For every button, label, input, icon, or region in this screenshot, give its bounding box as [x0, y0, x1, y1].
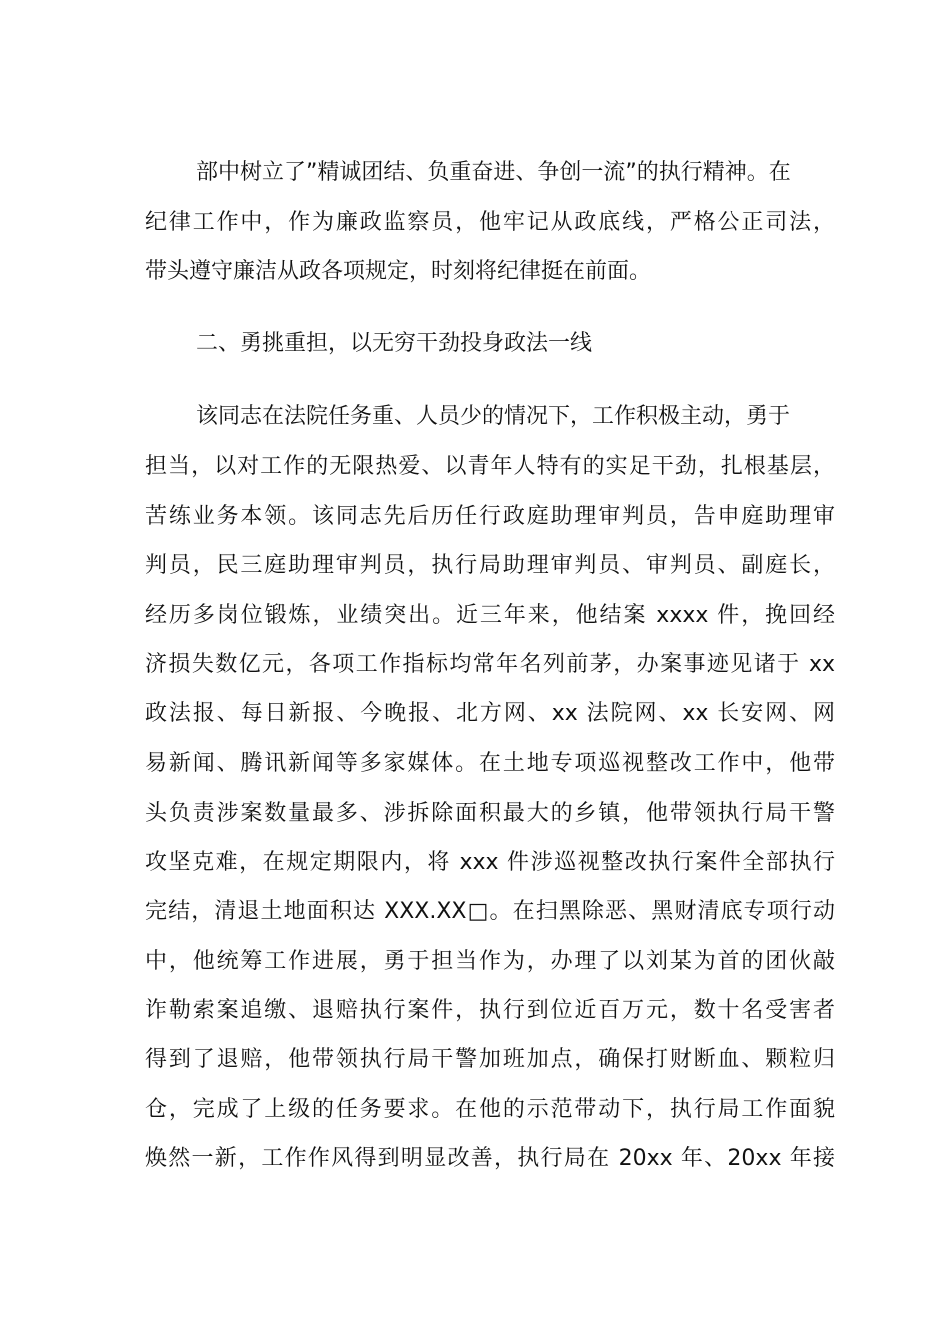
paragraph-1-line-2: 纪律工作中，作为廉政监察员，他牢记从政底线，严格公正司法， — [145, 210, 835, 235]
paragraph-2-line-10: 攻坚克难，在规定期限内，将 xxx 件涉巡视整改执行案件全部执行 — [145, 850, 835, 875]
paragraph-2-line-6: 济损失数亿元，各项工作指标均常年名列前茅，办案事迹见诸于 xx — [145, 652, 835, 677]
paragraph-2-line-2: 担当，以对工作的无限热爱、以青年人特有的实足干劲，扎根基层， — [145, 454, 835, 479]
section-heading: 二、勇挑重担，以无穷干劲投身政法一线 — [196, 331, 593, 356]
paragraph-2-line-11: 完结，清退土地面积达 XXX.XX□。在扫黑除恶、黑财清底专项行动 — [145, 899, 835, 924]
paragraph-2-line-15: 仓，完成了上级的任务要求。在他的示范带动下，执行局工作面貌 — [145, 1097, 835, 1122]
paragraph-2-line-16: 焕然一新，工作作风得到明显改善，执行局在 20xx 年、20xx 年接 — [145, 1146, 835, 1171]
paragraph-2-line-5: 经历多岗位锻炼，业绩突出。近三年来，他结案 xxxx 件，挽回经 — [145, 603, 835, 628]
paragraph-1-line-3: 带头遵守廉洁从政各项规定，时刻将纪律挺在前面。 — [145, 259, 652, 284]
paragraph-2-line-14: 得到了退赔，他带领执行局干警加班加点，确保打财断血、颗粒归 — [145, 1047, 835, 1072]
paragraph-2-line-4: 判员，民三庭助理审判员，执行局助理审判员、审判员、副庭长， — [145, 553, 835, 578]
paragraph-2-line-7: 政法报、每日新报、今晚报、北方网、xx 法院网、xx 长安网、网 — [145, 701, 835, 726]
paragraph-2-line-13: 诈勒索案追缴、退赔执行案件，执行到位近百万元，数十名受害者 — [145, 998, 835, 1023]
paragraph-2-line-1: 该同志在法院任务重、人员少的情况下，工作积极主动，勇于 — [196, 404, 791, 429]
paragraph-1-line-1: 部中树立了”精诚团结、负重奋进、争创一流”的执行精神。在 — [196, 160, 791, 185]
paragraph-2-line-9: 头负责涉案数量最多、涉拆除面积最大的乡镇，他带领执行局干警 — [145, 801, 835, 826]
paragraph-2-line-3: 苦练业务本领。该同志先后历任行政庭助理审判员，告申庭助理审 — [145, 504, 835, 529]
paragraph-2-line-12: 中，他统筹工作进展，勇于担当作为，办理了以刘某为首的团伙敲 — [145, 949, 835, 974]
paragraph-2-line-8: 易新闻、腾讯新闻等多家媒体。在土地专项巡视整改工作中，他带 — [145, 751, 835, 776]
